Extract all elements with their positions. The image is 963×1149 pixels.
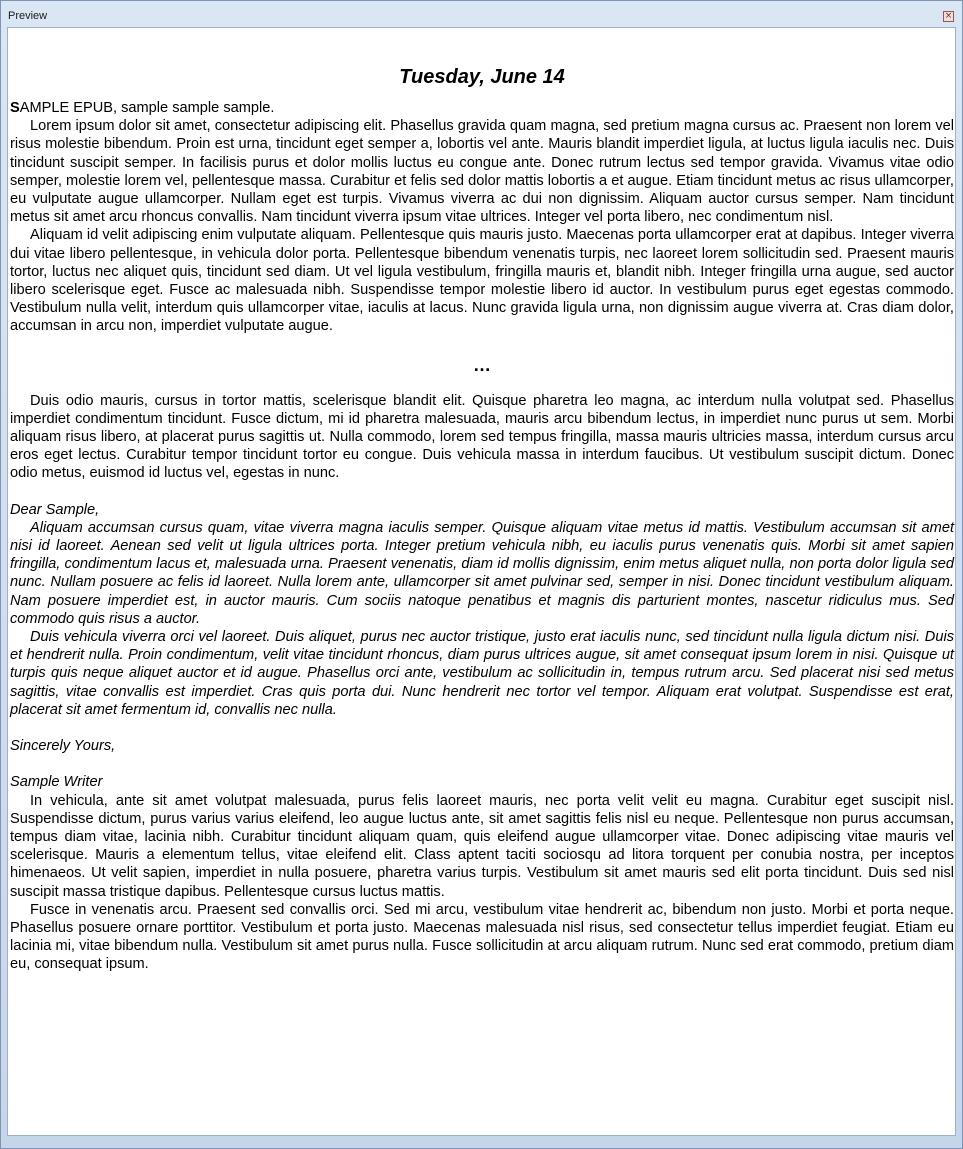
- preview-content[interactable]: [7, 27, 956, 1136]
- first-line-text: AMPLE EPUB, sample sample sample.: [19, 100, 275, 116]
- letter-paragraph: Duis vehicula viverra orci vel laoreet. Duis aliquet, purus nec auctor tristique, justo erat iaculis nunc, sed tincidunt nulla ligula dictum nisi. Duis et hendrerit nulla. Proin condimentum, velit vitae tincidunt rhoncus, diam purus ultrices augue, sit amet consequat ipsum lorem in nisi. Quisque ut turpis quis neque aliquet auctor et id augue. Phasellus orci ante, vestibulum ac sollicitudin in, tempus rutrum arcu. Sed placerat nisi sed metus sagittis, vitae convallis est imperdiet. Cras quis porta dui. Nunc hendrerit nec tortor vel tempor. Aliquam erat volutpat. Suspendisse est erat, placerat sit amet fermentum id, convallis nec nulla.: [10, 629, 954, 718]
- document-body: [8, 65, 955, 974]
- section-break: …: [473, 354, 491, 375]
- spacer: [10, 755, 954, 773]
- letter-paragraph: Aliquam accumsan cursus quam, vitae viverra magna iaculis semper. Quisque aliquam vitae metus id mattis. Vestibulum accumsan sit amet nisi id laoreet. Aenean sed velit ut ligula ultrices porta. Integer pretium vehicula nibh, eu iaculis purus venenatis quis. Morbi sit amet sapien fringilla, condimentum lacus et, malesuada urna. Praesent venenatis, diam id mollis dignissim, enim metus aliquet nulla, non porta dolor ligula sed nunc. Nullam posuere ac felis id laoreet. Nulla lorem ante, ullamcorper sit amet pulvinar sed, semper in nisi. Donec tincidunt vestibulum aliquam. Nam posuere imperdiet est, in auctor mauris. Cum sociis natoque penatibus et magnis dis parturient montes, nascetur ridiculus mus. Sed commodo quis risus a auctor.: [10, 519, 954, 627]
- close-icon[interactable]: ×: [944, 11, 953, 21]
- first-line: [10, 99, 954, 117]
- paragraph: Aliquam id velit adipiscing enim vulputate aliquam. Pellentesque quis mauris justo. Maecenas porta ullamcorper erat at dapibus. Integer viverra dui vitae libero pellentesque, in vehicula dolor porta. Pellentesque bibendum venenatis turpis, nec laoreet lorem sollicitudin sed. Praesent mauris tortor, luctus nec aliquet quis, tincidunt sed diam. Ut vel ligula vestibulum, fringilla mauris et, blandit nibh. Integer fringilla urna augue, sed auctor libero scelerisque eget. Fusce ac malesuada nibh. Suspendisse tempor molestie libero id auctor. In vestibulum purus eget egestas commodo. Vestibulum nulla velit, interdum quis ullamcorper vitae, iaculis at lacus. Nunc gravida ligula urna, non dignissim augue viverra at. Cras diam dolor, accumsan in arcu non, imperdiet vulputate augue.: [10, 227, 954, 335]
- chapter-heading: Tuesday, June 14: [399, 66, 565, 88]
- letter-signature: Sample Writer: [10, 774, 103, 791]
- spacer: [10, 719, 954, 737]
- spacer: [10, 483, 954, 501]
- window-title: Preview: [8, 10, 48, 22]
- title-bar[interactable]: [1, 1, 962, 27]
- paragraph: Duis odio mauris, cursus in tortor mattis, scelerisque blandit elit. Quisque pharetra leo magna, ac interdum nulla volutpat sed. Phasellus imperdiet condimentum tincidunt. Fusce dictum, mi id pharetra malesuada, mauris arcu bibendum lectus, in imperdiet nunc purus ut sem. Morbi aliquam risus libero, at placerat purus sagittis ut. Nulla commodo, lorem sed tempus fringilla, massa mauris ultricies massa, interdum cursus arcu eros eget lectus. Curabitur tempor tincidunt tortor eu congue. Duis vehicula massa in interdum faucibus. Ut vestibulum suscipit dictum. Donec odio metus, euismod id luctus vel, egestas in nunc.: [10, 392, 954, 482]
- paragraph: In vehicula, ante sit amet volutpat malesuada, purus felis laoreet mauris, nec porta velit velit eu magna. Curabitur eget suscipit nisl. Suspendisse dictum, purus varius varius eleifend, leo augue luctus ante, sit amet sagittis felis nisl eu neque. Pellentesque non purus accumsan, tempus diam vitae, lacinia nibh. Curabitur tincidunt aliquam quam, quis eleifend augue ullamcorper vitae. Donec adipiscing vitae mauris vel scelerisque. Mauris a elementum tellus, vitae eleifend elit. Class aptent taciti sociosqu ad litora torquent per conubia nostra, per inceptos himenaeos. Ut velit sapien, imperdiet in nulla posuere, pharetra varius turpis. Vestibulum sit amet mauris sed elit porta tincidunt. Duis sed nisl suscipit massa tristique dapibus. Pellentesque cursus luctus mattis.: [10, 792, 954, 900]
- letter-salutation: Dear Sample,: [10, 501, 100, 518]
- letter-closing: Sincerely Yours,: [10, 738, 116, 755]
- dropcap-letter: S: [10, 100, 20, 116]
- paragraph: Fusce in venenatis arcu. Praesent sed convallis orci. Sed mi arcu, vestibulum vitae hendrerit ac, bibendum non justo. Morbi et porta neque. Phasellus posuere ornare porttitor. Vestibulum et porta justo. Maecenas malesuada nisl risus, sed consectetur tellus imperdiet feugiat. Etiam eu lacinia mi, vitae bibendum nulla. Vestibulum sit amet purus nulla. Fusce sollicitudin at arcu aliquam rutrum. Nunc sed erat commodo, pretium diam eu, consequat ipsum.: [10, 901, 954, 973]
- paragraph: Lorem ipsum dolor sit amet, consectetur adipiscing elit. Phasellus gravida quam magna, sed pretium magna cursus ac. Praesent non lorem vel risus molestie bibendum. Proin est urna, tincidunt eget semper a, lobortis vel ante. Mauris blandit imperdiet ligula, at luctus ligula iaculis nec. Duis tincidunt suscipit semper. In facilisis purus et dolor mollis luctus eu congue ante. Donec rutrum lectus sed tempor gravida. Vivamus vitae odio semper, molestie lorem vel, pellentesque massa. Curabitur et felis sed dolor mattis lobortis a et augue. Etiam tincidunt metus ac risus ullamcorper, eu vulputate augue ullamcorper. Nullam eget est turpis. Vivamus viverra ac dui non dignissim. Aliquam auctor cursus semper. Nam tincidunt metus sit amet arcu rhoncus convallis. Nam tincidunt viverra ipsum vitae ultrices. Integer vel porta libero, nec condimentum nisl.: [10, 118, 954, 226]
